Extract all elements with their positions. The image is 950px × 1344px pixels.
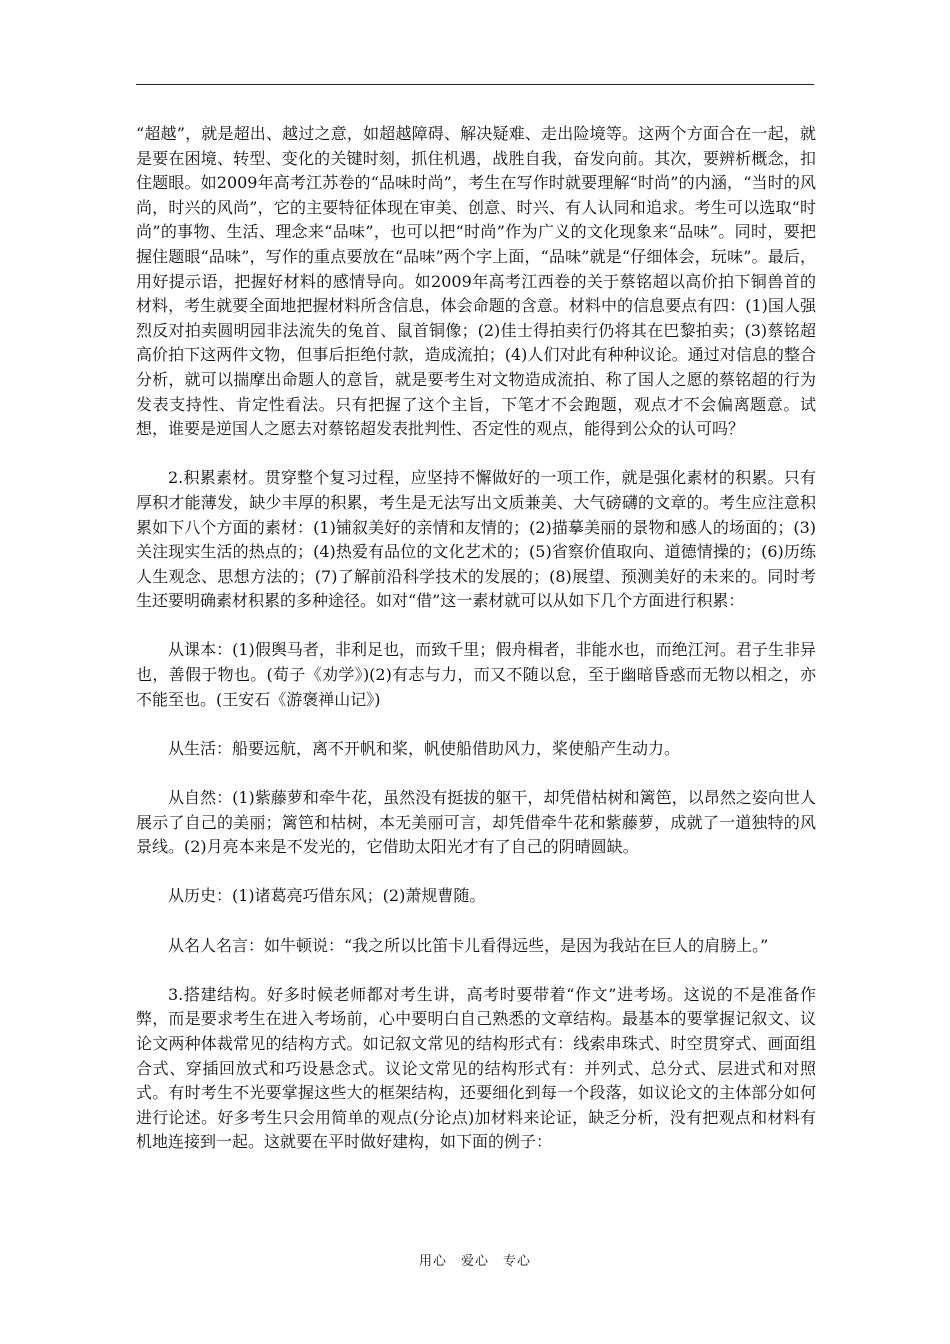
paragraph-from-nature: 从自然：(1)紫藤萝和牵牛花，虽然没有挺拔的躯干，却凭借枯树和篱笆，以昂然之姿向世人展示了自己的美丽；篱笆和枯树，本无美丽可言，却凭借牵牛花和紫藤萝，成就了一道独特的风景线。(2)月亮本来是不发光的，它借助太阳光才有了自己的阴晴圆缺。	[136, 788, 816, 857]
page-footer: 用心 爱心 专心	[418, 1254, 531, 1269]
paragraph-chaoyue: “超越”，就是超出、越过之意，如超越障碍、解决疑难、走出险境等。这两个方面合在一起，就是要在困境、转型、变化的关键时刻，抓住机遇，战胜自我，奋发向前。其次，要辨析概念，扣住题眼。如2009年高考江苏卷的“品味时尚”，考生在写作时就要理解“时尚”的内涵，“当时的风尚，时兴的风尚”，它的主要特征体现在审美、创意、时兴、有人认同和追求。考生可以选取“时尚”的事物、生活、理念来“品味”，也可以把“时尚”作为广义的文化现象来“品味”。同时，要把握住题眼“品味”，写作的重点要放在“品味”两个字上面，“品味”就是“仔细体会，玩味”。最后，用好提示语，把握好材料的感情导向。如2009年高考江西卷的关于蔡铭超以高价拍下铜兽首的材料，考生就要全面地把握材料所含信息，体会命题的含意。材料中的信息要点有四：(1)国人强烈反对拍卖圆明园非法流失的兔首、鼠首铜像；(2)佳士得拍卖行仍将其在巴黎拍卖；(3)蔡铭超高价拍下这两件文物，但事后拒绝付款，造成流拍；(4)人们对此有种种议论。通过对信息的整合分析，就可以揣摩出命题人的意旨，就是要考生对文物造成流拍、称了国人之愿的蔡铭超的行为发表支持性、肯定性看法。只有把握了这个主旨，下笔才不会跑题，观点才不会偏离题意。试想，谁要是逆国人之愿去对蔡铭超发表批判性、否定性的观点，能得到公众的认可吗？	[136, 124, 816, 439]
paragraph-accumulate-material: 2.积累素材。贯穿整个复习过程，应坚持不懈做好的一项工作，就是强化素材的积累。只有厚积才能薄发，缺少丰厚的积累，考生是无法写出文质兼美、大气磅礴的文章的。考生应注意积累如下八个方面的素材：(1)铺叙美好的亲情和友情的；(2)描摹美丽的景物和感人的场面的；(3)关注现实生活的热点的；(4)热爱有品位的文化艺术的；(5)省察价值取向、道德情操的；(6)历练人生观念、思想方法的；(7)了解前沿科学技术的发展的；(8)展望、预测美好的未来的。同时考生还要明确素材积累的多种途径。如对“借”这一素材就可以从如下几个方面进行积累：	[136, 468, 816, 611]
paragraph-from-history: 从历史：(1)诸葛亮巧借东风；(2)萧规曹随。	[168, 886, 486, 906]
paragraph-from-textbook: 从课本：(1)假舆马者，非利足也，而致千里；假舟楫者，非能水也，而绝江河。君子生非异也，善假于物也。(荀子《劝学》)(2)有志与力，而又不随以怠，至于幽暗昏惑而无物以相之，亦不能至也。(王安石《游褒禅山记》)	[136, 640, 816, 709]
document-body	[136, 122, 816, 1180]
header-rule	[136, 84, 814, 85]
paragraph-build-structure: 3.搭建结构。好多时候老师都对考生讲，高考时要带着“作文”进考场。这说的不是准备作弊，而是要求考生在进入考场前，心中要明白自己熟悉的文章结构。最基本的要掌握记叙文、议论文两种体裁常见的结构方式。如记叙文常见的结构形式有：线索串珠式、时空贯穿式、画面组合式、穿插回放式和巧设悬念式。议论文常见的结构形式有：并列式、总分式、层进式和对照式。有时考生不光要掌握这些大的框架结构，还要细化到每一个段落，如议论文的主体部分如何进行论述。好多考生只会用简单的观点(分论点)加材料来论证，缺乏分析，没有把观点和材料有机地连接到一起。这就要在平时做好建构，如下面的例子：	[136, 984, 816, 1152]
paragraph-from-quotes: 从名人名言：如牛顿说：“我之所以比笛卡儿看得远些，是因为我站在巨人的肩膀上。”	[168, 935, 769, 955]
paragraph-from-life: 从生活：船要远航，离不开帆和桨，帆使船借助风力，桨使船产生动力。	[168, 738, 681, 758]
